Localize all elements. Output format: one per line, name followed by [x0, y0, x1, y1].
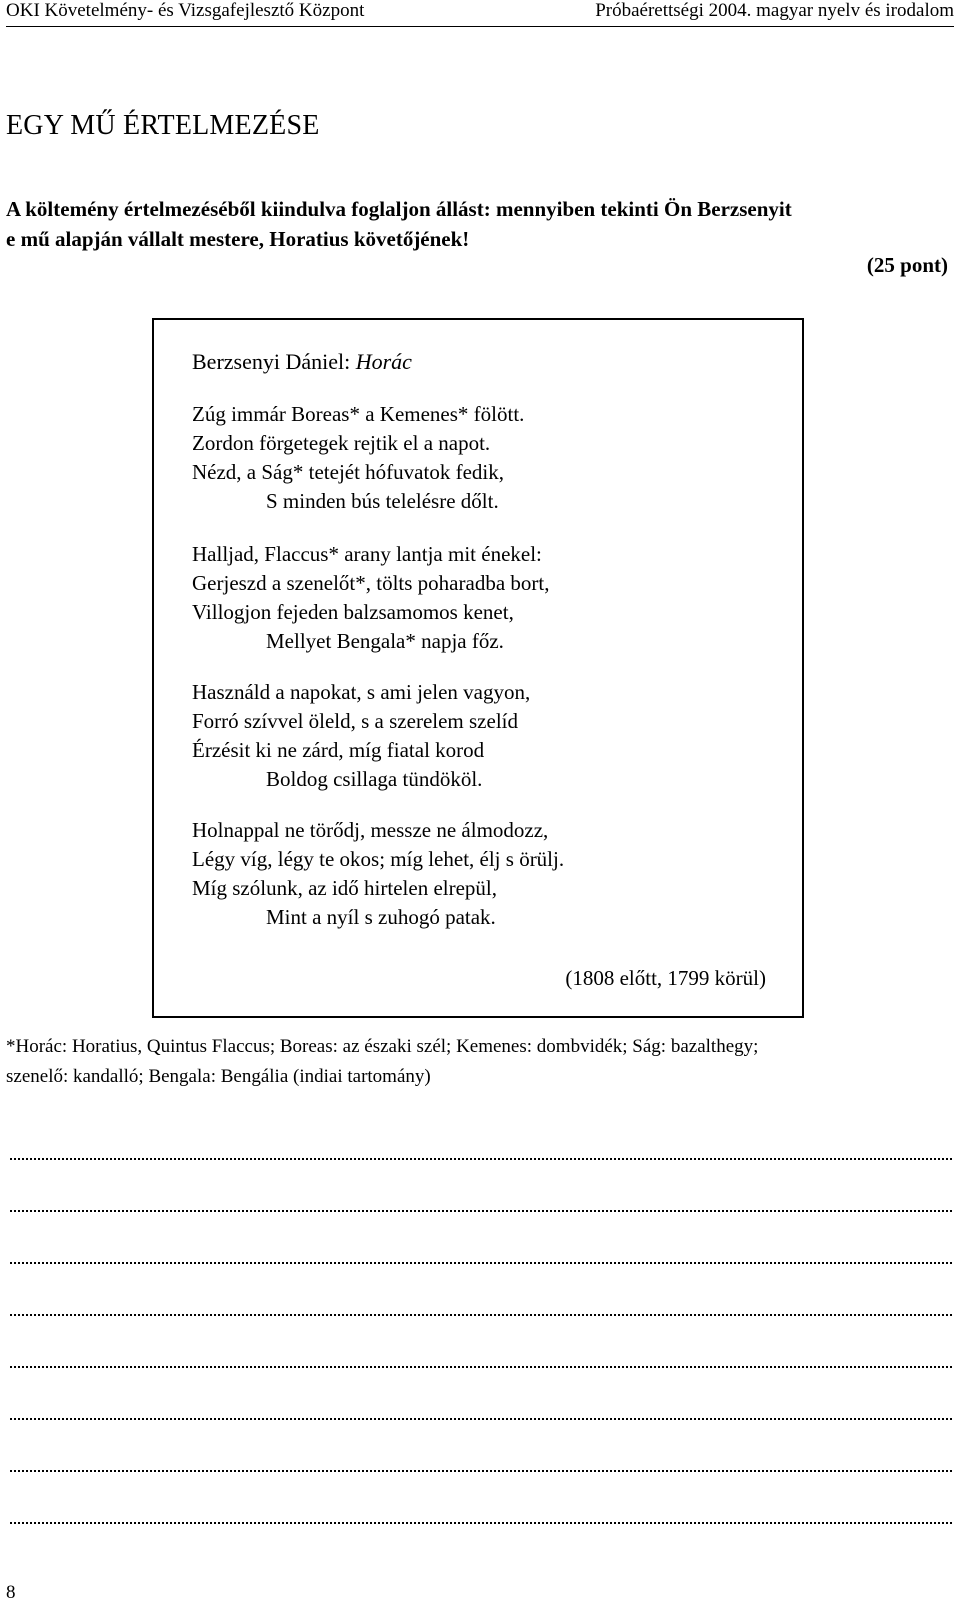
task-instruction [6, 194, 954, 254]
poem-verse: Zordon förgetegek rejtik el a napot. [192, 431, 491, 455]
poem-stanza-4 [192, 816, 564, 932]
answer-line[interactable] [10, 1494, 952, 1546]
answer-area [10, 1130, 952, 1546]
poem-verse: Boldog csillaga tündököl. [266, 767, 483, 791]
answer-line[interactable] [10, 1130, 952, 1182]
header-institution: OKI Követelmény- és Vizsgafejlesztő Központ [6, 0, 365, 21]
poem-stanza-3 [192, 678, 530, 794]
poem-verse: Nézd, a Ság* tetejét hófuvatok fedik, [192, 460, 504, 484]
poem-verse: Érzésit ki ne zárd, míg fiatal korod [192, 738, 485, 762]
page-number: 8 [6, 1582, 16, 1603]
poem-stanza-1 [192, 400, 524, 516]
answer-line[interactable] [10, 1338, 952, 1390]
footnote-line-2: szenelő: kandalló; Bengala: Bengália (indiai tartomány) [6, 1066, 431, 1087]
poem-verse: Légy víg, légy te okos; míg lehet, élj s örülj. [192, 847, 565, 871]
poem-verse: Mellyet Bengala* napja főz. [266, 629, 504, 653]
task-line-2: e mű alapján vállalt mestere, Horatius követőjének! [6, 227, 470, 251]
footnote-line-1: *Horác: Horatius, Quintus Flaccus; Boreas: az északi szél; Kemenes: dombvidék; Ság: bazalthegy; [6, 1036, 759, 1057]
poem-verse: Forró szívvel öleld, s a szerelem szelíd [192, 709, 518, 733]
poem-verse: Míg szólunk, az idő hirtelen elrepül, [192, 876, 498, 900]
task-points: (25 pont) [866, 253, 948, 277]
poem-verse: Használd a napokat, s ami jelen vagyon, [192, 680, 531, 704]
poem-date: (1808 előtt, 1799 körül) [565, 966, 766, 990]
page-header [6, 0, 954, 27]
poem-box [152, 318, 804, 1018]
answer-line[interactable] [10, 1234, 952, 1286]
task-line-1: A költemény értelmezéséből kiindulva foglaljon állást: mennyiben tekinti Ön Berzsenyit [6, 197, 792, 221]
poem-verse: Halljad, Flaccus* arany lantja mit énekel: [192, 542, 542, 566]
poem-verse: Holnappal ne törődj, messze ne álmodozz, [192, 818, 549, 842]
poem-stanza-2 [192, 540, 549, 656]
answer-line[interactable] [10, 1390, 952, 1442]
poem-verse: S minden bús telelésre dőlt. [266, 489, 499, 513]
poem-verse: Mint a nyíl s zuhogó patak. [266, 905, 496, 929]
footnote [6, 1032, 956, 1092]
answer-line[interactable] [10, 1442, 952, 1494]
poem-heading [192, 348, 412, 376]
section-title: EGY MŰ ÉRTELMEZÉSE [6, 110, 320, 141]
answer-line[interactable] [10, 1182, 952, 1234]
poem-verse: Zúg immár Boreas* a Kemenes* fölött. [192, 402, 525, 426]
answer-line[interactable] [10, 1286, 952, 1338]
header-exam-title: Próbaérettségi 2004. magyar nyelv és irodalom [595, 0, 954, 21]
poem-verse: Gerjeszd a szenelőt*, tölts poharadba bort, [192, 571, 550, 595]
poem-author: Berzsenyi Dániel: [192, 349, 356, 374]
poem-title: Horác [355, 349, 412, 374]
poem-verse: Villogjon fejeden balzsamomos kenet, [192, 600, 514, 624]
